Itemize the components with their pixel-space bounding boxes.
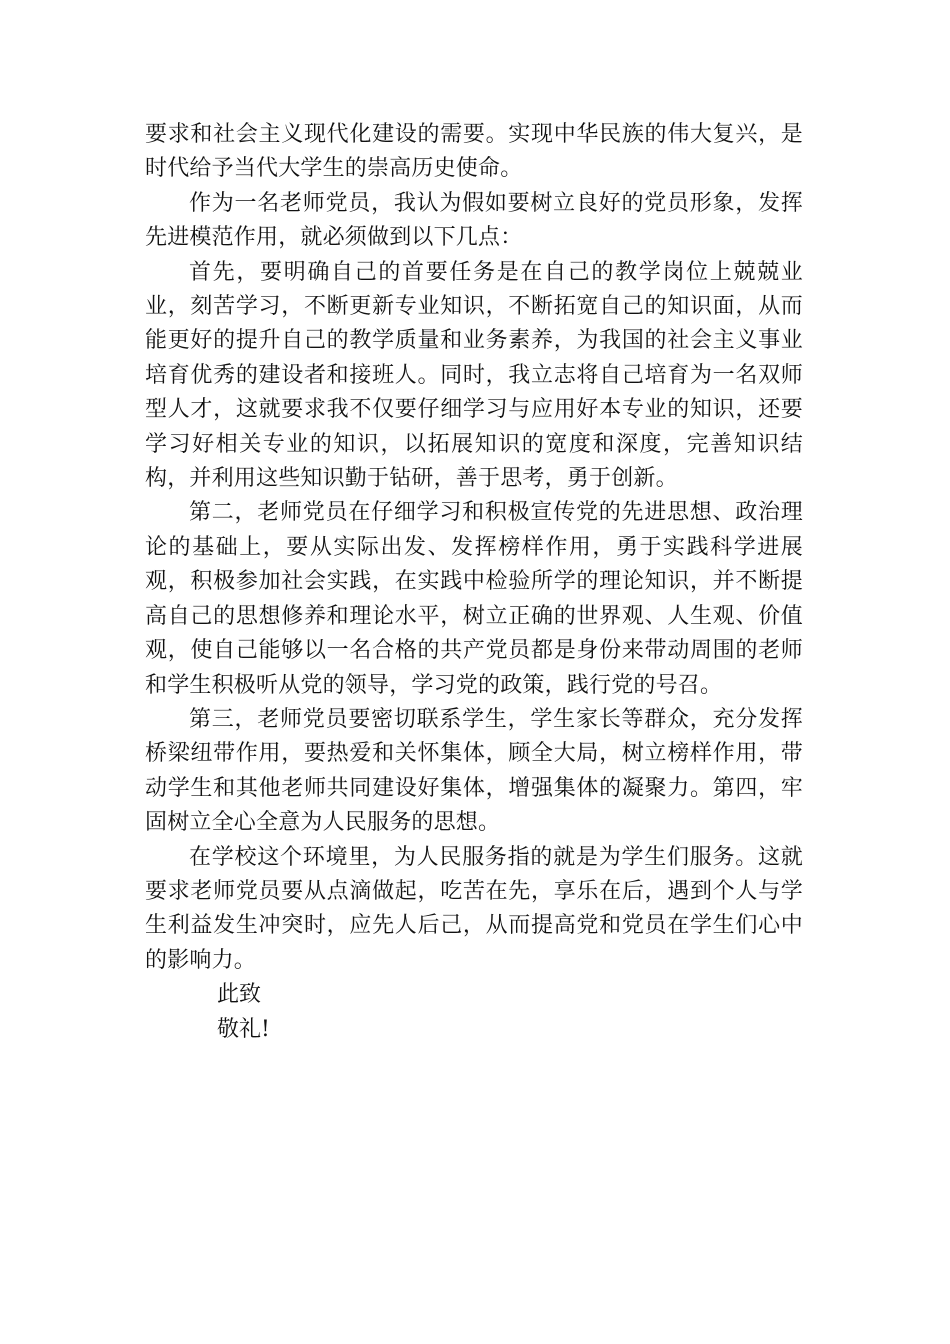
- paragraph-first-point: 首先，要明确自己的首要任务是在自己的教学岗位上兢兢业业，刻苦学习，不断更新专业知识，不断拓宽自己的知识面，从而能更好的提升自己的教学质量和业务素养，为我国的社会主义事业培育优秀的建设者和接班人。同时，我立志将自己培育为一名双师型人才，这就要求我不仅要仔细学习与应用好本专业的知识，还要学习好相关专业的知识，以拓展知识的宽度和深度，完善知识结构，并利用这些知识勤于钻研，善于思考，勇于创新。: [145, 259, 803, 492]
- closing-regards: 敬礼!: [217, 1016, 270, 1042]
- paragraph-third-fourth-point: 第三，老师党员要密切联系学生，学生家长等群众，充分发挥桥梁纽带作用，要热爱和关怀集体，顾全大局，树立榜样作用，带动学生和其他老师共同建设好集体，增强集体的凝聚力。第四，牢固树立全心全意为人民服务的思想。: [145, 706, 803, 836]
- paragraph-second-point: 第二，老师党员在仔细学习和积极宣传党的先进思想、政治理论的基础上，要从实际出发、发挥榜样作用，勇于实践科学进展观，积极参加社会实践，在实践中检验所学的理论知识，并不断提高自己的思想修养和理论水平，树立正确的世界观、人生观、价值观，使自己能够以一名合格的共产党员都是身份来带动周围的老师和学生积极听从党的领导，学习党的政策，践行党的号召。: [145, 500, 803, 698]
- paragraph-continuation: 要求和社会主义现代化建设的需要。实现中华民族的伟大复兴，是时代给予当代大学生的崇高历史使命。: [145, 122, 803, 182]
- document-body: [145, 118, 803, 1047]
- closing-salutation: 此致: [217, 982, 262, 1008]
- paragraph-intro: 作为一名老师党员，我认为假如要树立良好的党员形象，发挥先进模范作用，就必须做到以下几点：: [145, 190, 803, 251]
- paragraph-school-service: 在学校这个环境里，为人民服务指的就是为学生们服务。这就要求老师党员要从点滴做起，吃苦在先，享乐在后，遇到个人与学生利益发生冲突时，应先人后己，从而提高党和党员在学生们心中的影响力。: [145, 844, 803, 973]
